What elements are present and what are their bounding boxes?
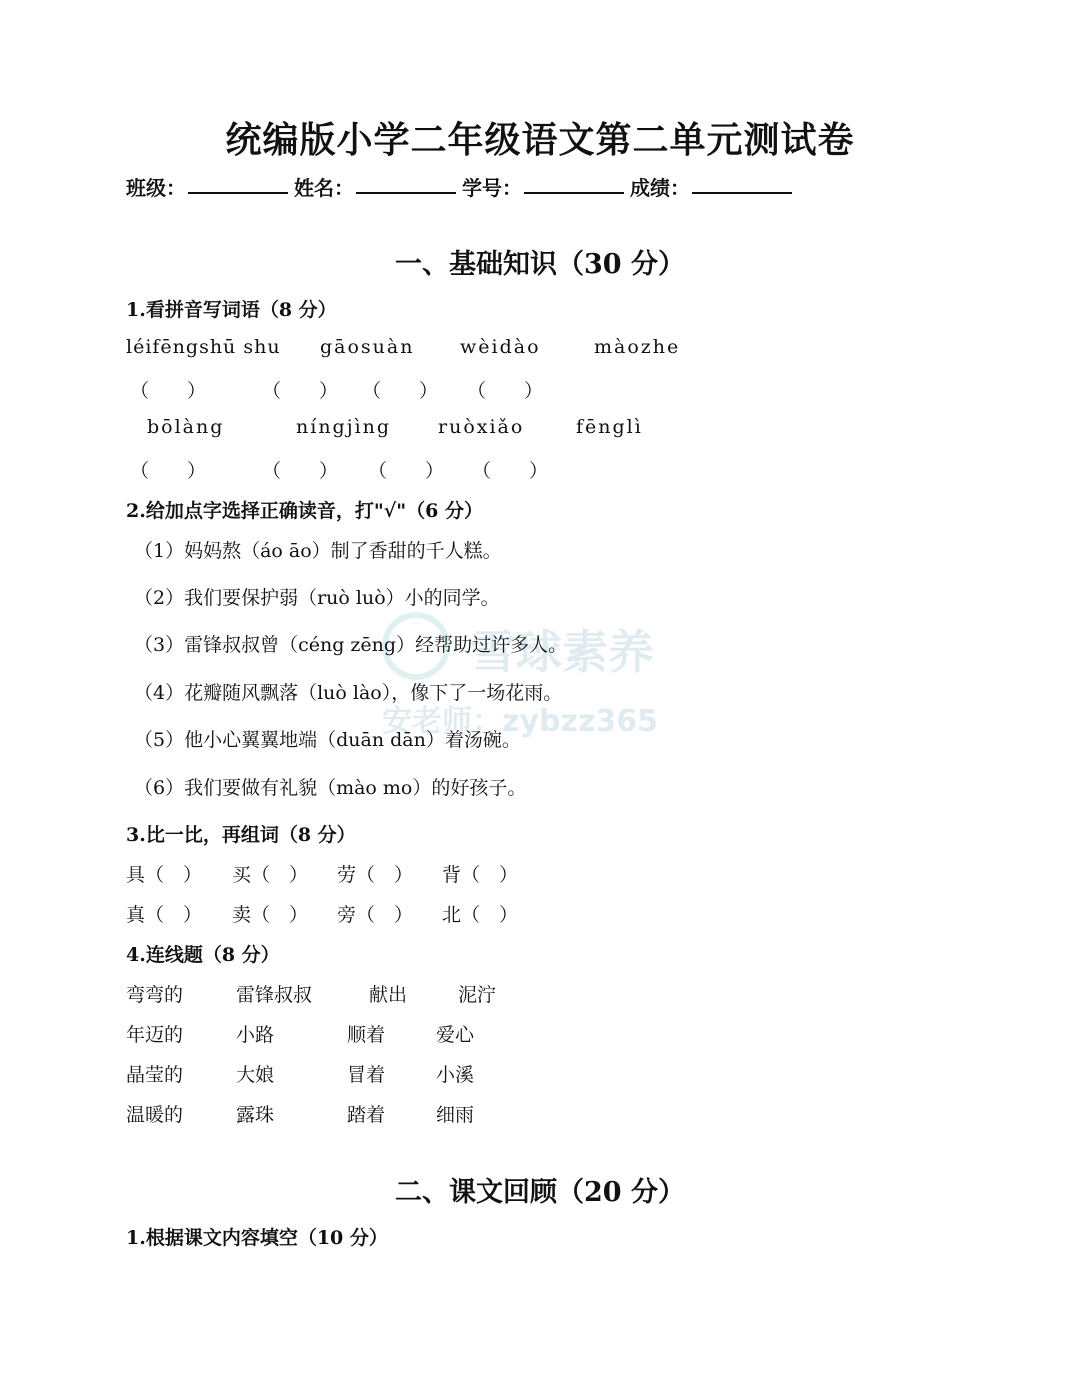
match-word[interactable]: 顺着 bbox=[347, 1024, 386, 1046]
match-word[interactable]: 晶莹的 bbox=[126, 1064, 184, 1086]
name-label: 姓名： bbox=[294, 176, 354, 200]
section2-q1-title: 1.根据课文内容填空（10 分） bbox=[126, 1227, 388, 1249]
compare-item[interactable]: 背（ ） bbox=[442, 864, 519, 886]
match-word[interactable]: 踏着 bbox=[347, 1104, 386, 1126]
match-word[interactable]: 雷锋叔叔 bbox=[236, 984, 313, 1006]
reading-item[interactable]: （5）他小心翼翼地端（duān dān）着汤碗。 bbox=[134, 729, 521, 751]
answer-paren[interactable]: （ ） bbox=[467, 380, 544, 402]
pinyin-item: màozhe bbox=[594, 336, 681, 358]
compare-item[interactable]: 具（ ） bbox=[126, 864, 203, 886]
class-blank[interactable] bbox=[188, 172, 288, 194]
pinyin-item: ruòxiǎo bbox=[438, 416, 525, 438]
answer-paren[interactable]: （ ） bbox=[130, 460, 207, 482]
match-word[interactable]: 露珠 bbox=[236, 1104, 275, 1126]
section2-heading: 二、课文回顾（20 分） bbox=[395, 1177, 685, 1208]
q3-title: 3.比一比，再组词（8 分） bbox=[126, 824, 356, 846]
match-word[interactable]: 大娘 bbox=[236, 1064, 275, 1086]
match-word[interactable]: 泥泞 bbox=[458, 984, 497, 1006]
compare-item[interactable]: 卖（ ） bbox=[232, 904, 309, 926]
compare-item[interactable]: 旁（ ） bbox=[337, 904, 414, 926]
id-blank[interactable] bbox=[524, 172, 624, 194]
answer-paren[interactable]: （ ） bbox=[472, 460, 549, 482]
reading-item[interactable]: （3）雷锋叔叔曾（céng zēng）经帮助过许多人。 bbox=[134, 634, 568, 656]
class-label: 班级： bbox=[126, 176, 186, 200]
id-label: 学号： bbox=[462, 176, 522, 200]
q2-title: 2.给加点字选择正确读音，打"√"（6 分） bbox=[126, 500, 483, 522]
section1-heading: 一、基础知识（30 分） bbox=[395, 249, 685, 280]
match-word[interactable]: 小路 bbox=[236, 1024, 275, 1046]
compare-item[interactable]: 北（ ） bbox=[442, 904, 519, 926]
pinyin-item: fēnglì bbox=[576, 416, 643, 438]
answer-paren[interactable]: （ ） bbox=[262, 460, 339, 482]
score-blank[interactable] bbox=[692, 172, 792, 194]
answer-paren[interactable]: （ ） bbox=[368, 460, 445, 482]
page-title: 统编版小学二年级语文第二单元测试卷 bbox=[225, 119, 855, 161]
answer-paren[interactable]: （ ） bbox=[362, 380, 439, 402]
reading-item[interactable]: （4）花瓣随风飘落（luò lào），像下了一场花雨。 bbox=[134, 682, 563, 704]
match-word[interactable]: 温暖的 bbox=[126, 1104, 184, 1126]
answer-paren[interactable]: （ ） bbox=[130, 380, 207, 402]
pinyin-item: bōlàng bbox=[147, 416, 225, 438]
pinyin-item: níngjìng bbox=[296, 416, 392, 438]
score-label: 成绩： bbox=[630, 176, 690, 200]
watermark-contact: 安老师：zybzz365 bbox=[382, 704, 659, 739]
name-blank[interactable] bbox=[356, 172, 456, 194]
q1-title: 1.看拼音写词语（8 分） bbox=[126, 299, 337, 321]
answer-paren[interactable]: （ ） bbox=[262, 380, 339, 402]
match-word[interactable]: 弯弯的 bbox=[126, 984, 184, 1006]
pinyin-item: léifēngshū shu bbox=[126, 336, 281, 358]
match-word[interactable]: 细雨 bbox=[436, 1104, 475, 1126]
student-info-row bbox=[126, 172, 798, 201]
match-word[interactable]: 冒着 bbox=[347, 1064, 386, 1086]
watermark-brand: 雪球素养 bbox=[470, 625, 654, 679]
match-word[interactable]: 献出 bbox=[369, 984, 408, 1006]
compare-item[interactable]: 劳（ ） bbox=[337, 864, 414, 886]
compare-item[interactable]: 真（ ） bbox=[126, 904, 203, 926]
reading-item[interactable]: （6）我们要做有礼貌（mào mo）的好孩子。 bbox=[134, 777, 527, 799]
compare-item[interactable]: 买（ ） bbox=[232, 864, 309, 886]
q4-title: 4.连线题（8 分） bbox=[126, 944, 280, 966]
pinyin-item: wèidào bbox=[460, 336, 541, 358]
match-word[interactable]: 小溪 bbox=[436, 1064, 475, 1086]
reading-item[interactable]: （2）我们要保护弱（ruò luò）小的同学。 bbox=[134, 587, 500, 609]
match-word[interactable]: 爱心 bbox=[436, 1024, 475, 1046]
reading-item[interactable]: （1）妈妈熬（áo āo）制了香甜的千人糕。 bbox=[134, 540, 502, 562]
pinyin-item: gāosuàn bbox=[320, 336, 415, 358]
match-word[interactable]: 年迈的 bbox=[126, 1024, 184, 1046]
